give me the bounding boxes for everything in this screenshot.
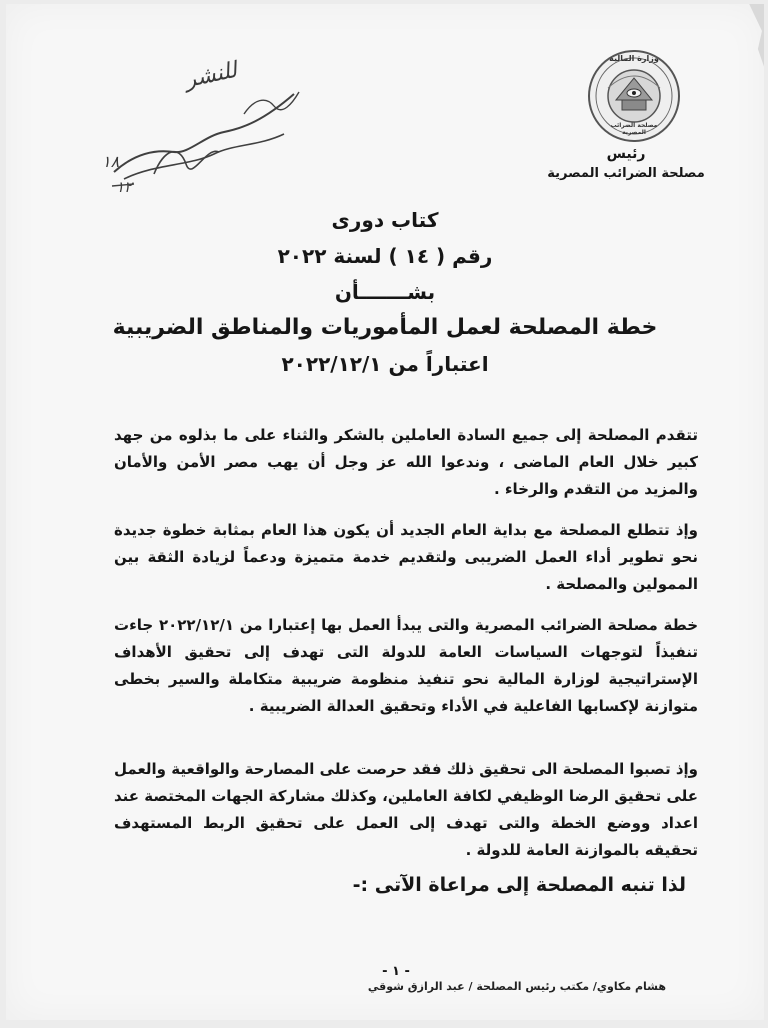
paragraph-plan: خطة مصلحة الضرائب المصرية والتى يبدأ العمل بها إعتبارا من ٢٠٢٢/١٢/١ جاءت تنفيذاً لتوجهات السياسات العامة للدولة التى تهدف إلى تحقيق الأهداف الإستراتيجية لوزارة المالية نحو تنفيذ منظومة ضريبية متكاملة والسير بخطى متوازنة لإكسابها الفاعلية في الأداء وتحقيق العدالة الضريبية . (114, 616, 698, 715)
handwritten-month: ١٢ (116, 178, 133, 196)
chairman-label: رئيس (606, 146, 646, 162)
document-page (6, 4, 764, 1020)
seal-authority-text: مصلحة الضرائب المصرية (610, 122, 658, 136)
signature (94, 54, 314, 204)
circular-number: رقم ( ١٤ ) لسنة ٢٠٢٢ (277, 244, 493, 268)
circular-heading: كتاب دورى (331, 208, 439, 232)
authority-caption (546, 144, 706, 184)
attention-heading: لذا تنبه المصلحة إلى مراعاة الآتى :- (352, 874, 686, 896)
paragraph-new-year: وإذ تتطلع المصلحة مع بداية العام الجديد أن يكون هذا العام بمثابة خطوة جديدة نحو تطوير أداء العمل الضريبى ولتقديم خدمة متميزة ودعماً لزيادة الثقة بين الممولين والمصلحة . (114, 521, 698, 593)
handwritten-day: ١٨ (102, 152, 120, 171)
handwritten-annotation: للنشر (182, 57, 240, 94)
authority-name: مصلحة الضرائب المصرية (547, 166, 705, 181)
paragraph-thanks: تتقدم المصلحة إلى جميع السادة العاملين بالشكر والثناء على ما بذلوه من جهد كبير خلال العام الماضى ، وندعوا الله عز وجل أن يهب مصر الأمن والأمان والمزيد من التقدم والرخاء . (114, 426, 698, 498)
regarding-label: بشـــــــأن (334, 280, 436, 304)
effective-date: اعتباراً من ٢٠٢٢/١٢/١ (281, 352, 489, 376)
footer-prepared-by: هشام مكاوي/ مكتب رئيس المصلحة / عبد الرازق شوقي (367, 980, 666, 993)
circular-title-block (6, 202, 764, 382)
paragraph-goals: وإذ تصبوا المصلحة الى تحقيق ذلك فقد حرصت على المصارحة والواقعية والعمل على تحقيق الرضا الوظيفي لكافة العاملين، وكذلك مشاركة الجهات المختصة عند اعداد ووضع الخطة والتى تهدف إلى العمل على تحقيق الربط المستهدف تحقيقه بالموازنة العامة للدولة . (114, 760, 698, 859)
seal-ministry-text: وزارة المالية (609, 54, 659, 63)
page-number: - ١ - (382, 964, 410, 979)
circular-subject: خطة المصلحة لعمل المأموريات والمناطق الضريبية (112, 315, 658, 340)
torn-page-corner (726, 4, 764, 94)
